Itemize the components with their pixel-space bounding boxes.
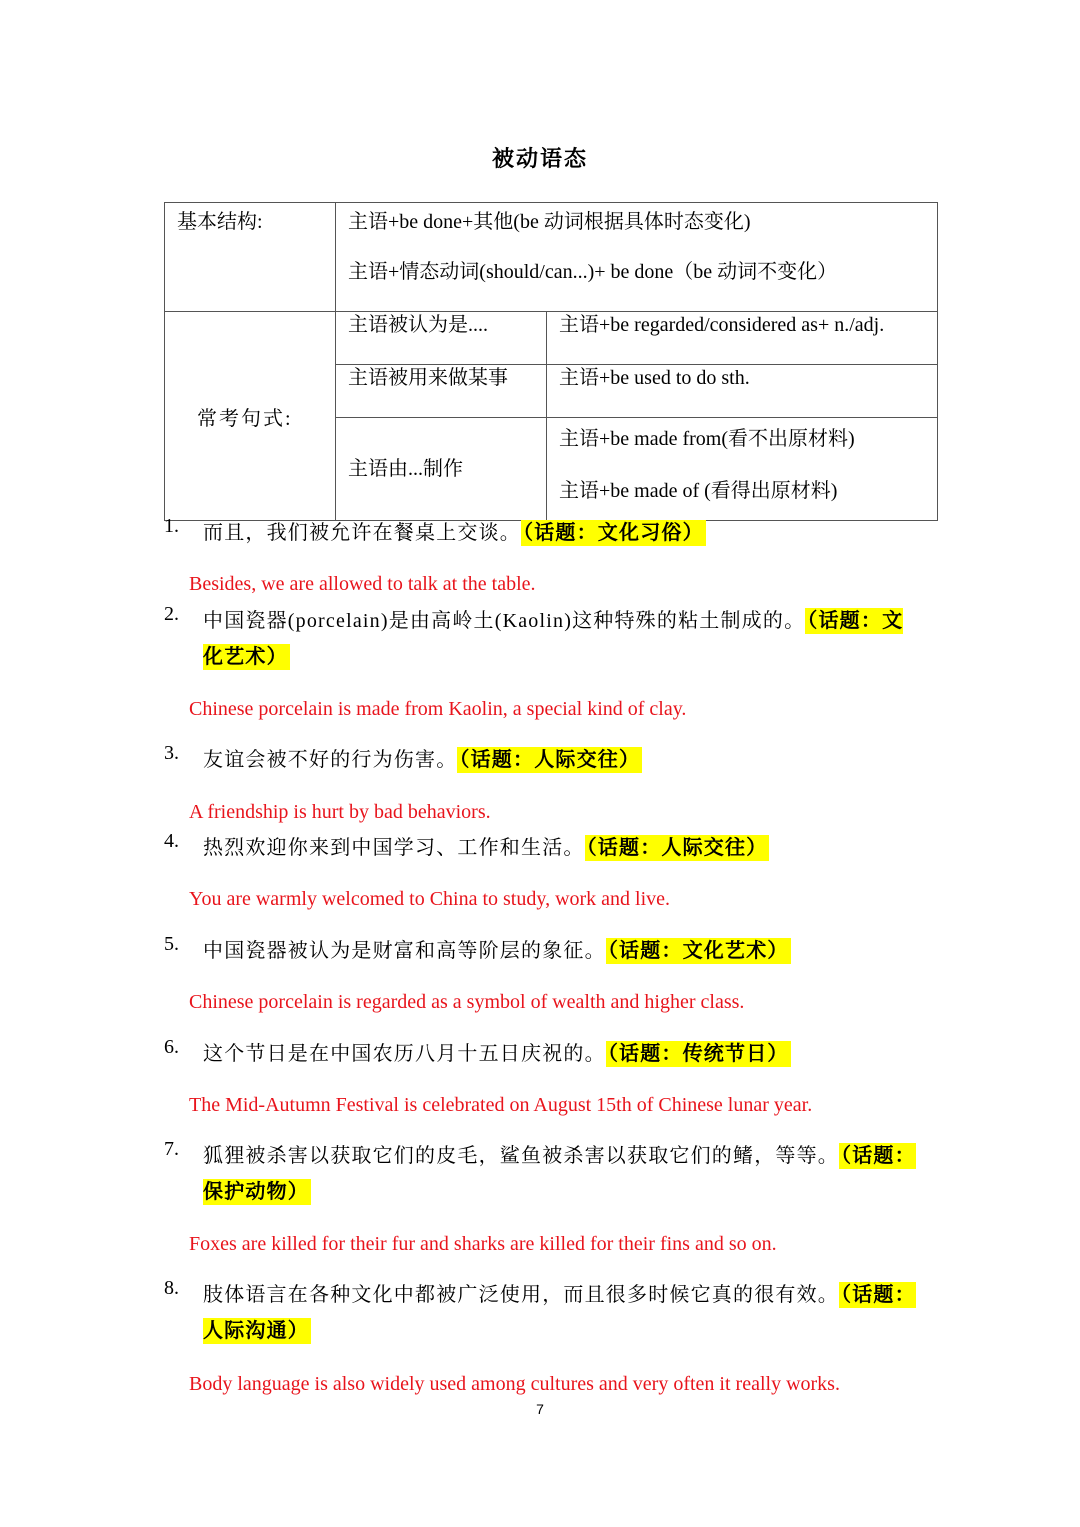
pattern-meaning: 主语被用来做某事 [336, 365, 547, 418]
common-patterns-label: 常考句式: [165, 312, 336, 521]
english-translation: Chinese porcelain is regarded as a symbol of wealth and higher class. [189, 991, 745, 1013]
english-translation: Body language is also widely used among cultures and very often it really works. [189, 1373, 840, 1395]
topic-tag: （话题：人际沟通） [203, 1284, 916, 1342]
chinese-sentence: 中国瓷器(porcelain)是由高岭土(Kaolin)这种特殊的粘土制成的。 （话题：文化艺术） [203, 610, 904, 668]
chinese-sentence: 肢体语言在各种文化中都被广泛使用，而且很多时候它真的很有效。 （话题：人际沟通） [203, 1284, 916, 1342]
item-number: 4. [164, 830, 179, 852]
basic-structure-line: 主语+be done+其他(be 动词根据具体时态变化) [348, 211, 751, 233]
pattern-meaning: 主语被认为是.... [336, 312, 547, 365]
item-number: 2. [164, 603, 179, 625]
topic-tag: （话题：文化艺术） [607, 940, 789, 962]
page-title: 被动语态 [491, 146, 588, 171]
item-number: 7. [164, 1138, 179, 1160]
english-translation: Foxes are killed for their fur and sharks are killed for their fins and so on. [189, 1233, 777, 1255]
topic-tag: （话题：人际交往） [586, 837, 768, 859]
item-number: 3. [164, 742, 179, 764]
chinese-sentence: 这个节日是在中国农历八月十五日庆祝的。 （话题：传统节日） [203, 1043, 789, 1065]
topic-tag: （话题：文化习俗） [523, 522, 704, 544]
topic-tag: （话题：文化艺术） [203, 610, 904, 668]
exercise-item [164, 603, 924, 675]
exercise-item [164, 830, 924, 866]
item-number: 8. [164, 1277, 179, 1299]
english-translation: The Mid-Autumn Festival is celebrated on August 15th of Chinese lunar year. [189, 1094, 813, 1116]
item-number: 6. [164, 1036, 179, 1058]
topic-tag: （话题：保护动物） [203, 1145, 916, 1203]
chinese-sentence: 而且，我们被允许在餐桌上交谈。 （话题：文化习俗） [203, 522, 704, 544]
topic-tag: （话题：传统节日） [607, 1043, 789, 1065]
basic-structure-line: 主语+情态动词(should/can...)+ be done（be 动词不变化） [348, 261, 838, 283]
chinese-sentence: 热烈欢迎你来到中国学习、工作和生活。 （话题：人际交往） [203, 837, 768, 859]
chinese-sentence: 中国瓷器被认为是财富和高等阶层的象征。 （话题：文化艺术） [203, 940, 789, 962]
english-translation: Besides, we are allowed to talk at the table. [189, 573, 536, 595]
exercise-item [164, 742, 924, 778]
english-translation: Chinese porcelain is made from Kaolin, a special kind of clay. [189, 698, 687, 720]
item-number: 5. [164, 933, 179, 955]
grammar-table [164, 202, 938, 521]
exercise-item [164, 1277, 924, 1349]
pattern-structure: 主语+be used to do sth. [547, 365, 938, 418]
pattern-meaning: 主语由...制作 [336, 418, 547, 521]
exercise-item [164, 1036, 924, 1072]
item-number: 1. [164, 515, 179, 537]
english-translation: A friendship is hurt by bad behaviors. [189, 801, 491, 823]
topic-tag: （话题：人际交往） [459, 749, 641, 771]
basic-structure-label: 基本结构: [165, 203, 336, 312]
page-number: 7 [536, 1401, 544, 1417]
chinese-sentence: 友谊会被不好的行为伤害。 （话题：人际交往） [203, 749, 641, 771]
basic-structure-cell [336, 203, 938, 312]
chinese-sentence: 狐狸被杀害以获取它们的皮毛，鲨鱼被杀害以获取它们的鳍，等等。 （话题：保护动物） [203, 1145, 916, 1203]
exercise-item [164, 515, 924, 551]
pattern-structure: 主语+be regarded/considered as+ n./adj. [547, 312, 938, 365]
pattern-structure: 主语+be made from(看不出原材料) 主语+be made of (看得出原材料) [547, 418, 938, 521]
exercise-item [164, 1138, 924, 1210]
english-translation: You are warmly welcomed to China to study, work and live. [189, 888, 671, 910]
exercise-item [164, 933, 924, 969]
